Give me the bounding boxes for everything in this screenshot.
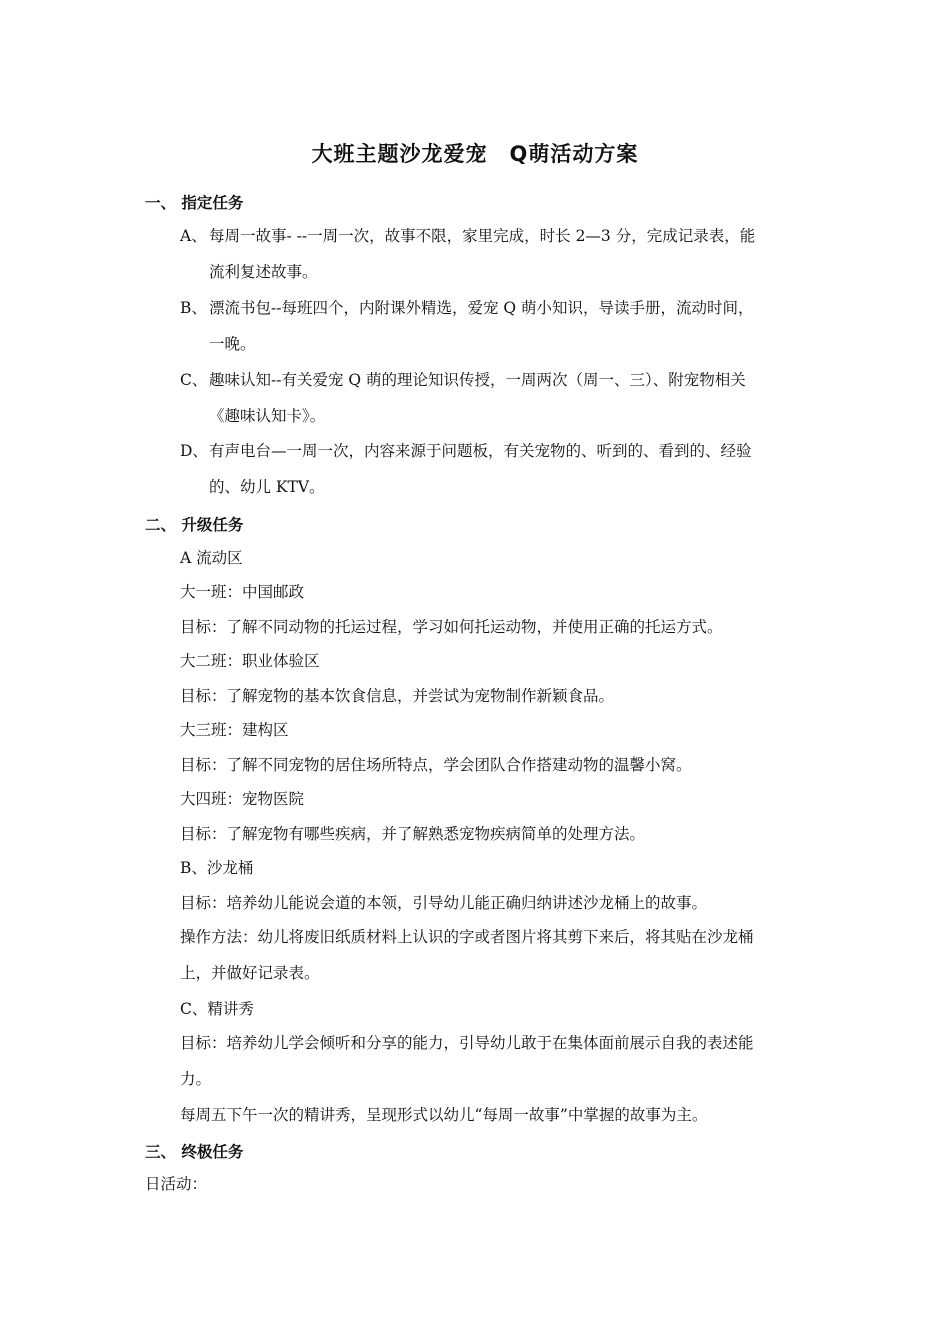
list-item-text: 趣味认知--有关爱宠 Q 萌的理论知识传授，一周两次（周一、三）、附宠物相关 <box>209 371 746 389</box>
paragraph-line: 目标：了解不同动物的托运过程，学习如何托运动物，并使用正确的托运方式。 <box>180 618 723 636</box>
paragraph-line: 操作方法：幼儿将废旧纸质材料上认识的字或者图片将其剪下来后，将其贴在沙龙桶 <box>180 928 754 946</box>
paragraph-line: 目标：了解宠物的基本饮食信息，并尝试为宠物制作新颖食品。 <box>180 687 615 705</box>
paragraph-line: 目标：培养幼儿学会倾听和分享的能力，引导幼儿敢于在集体面前展示自我的表述能 <box>180 1034 754 1052</box>
list-item-text: 流利复述故事。 <box>209 263 318 281</box>
paragraph-line: 力。 <box>180 1070 212 1088</box>
list-item-text: 漂流书包--每班四个，内附课外精选，爱宠 Q 萌小知识，导读手册，流动时间， <box>209 299 754 317</box>
paragraph-line: 目标：了解不同宠物的居住场所特点，学会团队合作搭建动物的温馨小窝。 <box>180 756 692 774</box>
list-item-label: B、 <box>180 299 207 317</box>
section-heading-upgrade-tasks: 二、 升级任务 <box>145 516 244 534</box>
paragraph-line: C、精讲秀 <box>180 1000 254 1018</box>
list-item-text: 《趣味认知卡》。 <box>209 407 326 425</box>
paragraph-line: 大二班：职业体验区 <box>180 652 320 670</box>
section-heading-final-tasks: 三、 终极任务 <box>145 1143 244 1161</box>
paragraph-line: B、沙龙桶 <box>180 859 254 877</box>
document-title: 大班主题沙龙爱宠 Q萌活动方案 <box>311 142 639 166</box>
paragraph-line: 大三班：建构区 <box>180 721 289 739</box>
list-item-label: D、 <box>180 442 208 460</box>
list-item-label: C、 <box>180 371 208 389</box>
paragraph-line: 目标：了解宠物有哪些疾病，并了解熟悉宠物疾病简单的处理方法。 <box>180 825 646 843</box>
list-item-label: A、 <box>180 227 207 245</box>
list-item-text: 每周一故事- --一周一次，故事不限，家里完成，时长 2—3 分，完成记录表，能 <box>209 227 756 245</box>
paragraph-line: 目标：培养幼儿能说会道的本领，引导幼儿能正确归纳讲述沙龙桶上的故事。 <box>180 894 708 912</box>
paragraph-line: 大一班：中国邮政 <box>180 583 305 601</box>
list-item-text: 的、幼儿 KTV。 <box>209 478 325 496</box>
list-item-text: 一晚。 <box>209 335 256 353</box>
paragraph-line: 上，并做好记录表。 <box>180 964 320 982</box>
paragraph-line: 每周五下午一次的精讲秀，呈现形式以幼儿“每周一故事”中掌握的故事为主。 <box>180 1106 708 1124</box>
paragraph-line: A 流动区 <box>180 549 243 567</box>
paragraph-line: 大四班：宠物医院 <box>180 790 305 808</box>
list-item-text: 有声电台—一周一次，内容来源于问题板，有关宠物的、听到的、看到的、经验 <box>209 442 752 460</box>
paragraph-line: 日活动： <box>145 1175 208 1193</box>
section-heading-assigned-tasks: 一、 指定任务 <box>145 194 244 212</box>
